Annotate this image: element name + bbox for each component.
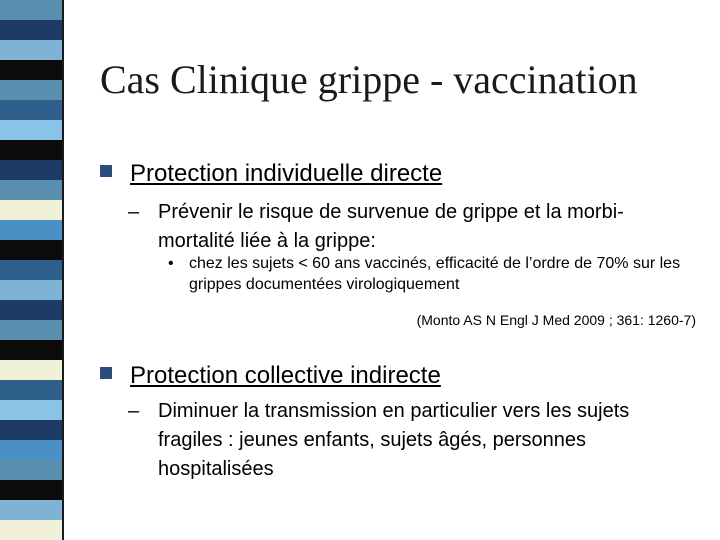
stripe-block <box>0 60 64 80</box>
stripe-block <box>0 160 64 180</box>
stripe-block <box>0 220 64 240</box>
sub-sub-bullet-efficacite <box>168 253 708 295</box>
stripe-block <box>0 380 64 400</box>
stripe-block <box>0 480 64 500</box>
bullet-protection-collective <box>100 362 441 390</box>
square-bullet-icon <box>100 165 112 177</box>
stripe-block <box>0 400 64 420</box>
stripe-block <box>0 120 64 140</box>
sub-bullet-text: Diminuer la transmission en particulier vers les sujets fragiles : jeunes enfants, sujets âgés, personnes hospitalisées <box>158 400 630 480</box>
sub-sub-bullet-text: chez les sujets < 60 ans vaccinés, efficacité de l’ordre de 70% sur les grippes documentées virologiquement <box>189 255 681 293</box>
stripe-block <box>0 340 64 360</box>
stripe-block <box>0 520 64 540</box>
stripe-block <box>0 40 64 60</box>
bullet-heading: Protection collective indirecte <box>130 362 441 389</box>
stripe-block <box>0 140 64 160</box>
stripe-block <box>0 20 64 40</box>
stripe-block <box>0 100 64 120</box>
dash-marker: – <box>128 201 140 223</box>
stripe-block <box>0 180 64 200</box>
stripe-block <box>0 260 64 280</box>
square-bullet-icon <box>100 367 112 379</box>
sub-bullet-text: Prévenir le risque de survenue de grippe et la morbi-mortalité liée à la grippe: <box>158 201 624 252</box>
stripe-block <box>0 0 64 20</box>
sub-bullet-diminuer <box>128 397 668 484</box>
reference-citation: (Monto AS N Engl J Med 2009 ; 361: 1260-7) <box>416 312 696 328</box>
slide-title: Cas Clinique grippe - vaccination <box>100 57 638 102</box>
stripe-block <box>0 80 64 100</box>
stripe-block <box>0 360 64 380</box>
stripe-block <box>0 460 64 480</box>
dash-marker: – <box>128 400 140 422</box>
decorative-stripe <box>0 0 64 540</box>
stripe-block <box>0 420 64 440</box>
stripe-block <box>0 500 64 520</box>
dot-marker: • <box>168 255 174 272</box>
stripe-block <box>0 280 64 300</box>
stripe-block <box>0 240 64 260</box>
stripe-block <box>0 300 64 320</box>
sub-bullet-prevenir <box>128 198 668 256</box>
stripe-block <box>0 200 64 220</box>
bullet-protection-individuelle <box>100 160 442 188</box>
bullet-heading: Protection individuelle directe <box>130 160 443 187</box>
stripe-block <box>0 440 64 460</box>
stripe-block <box>0 320 64 340</box>
